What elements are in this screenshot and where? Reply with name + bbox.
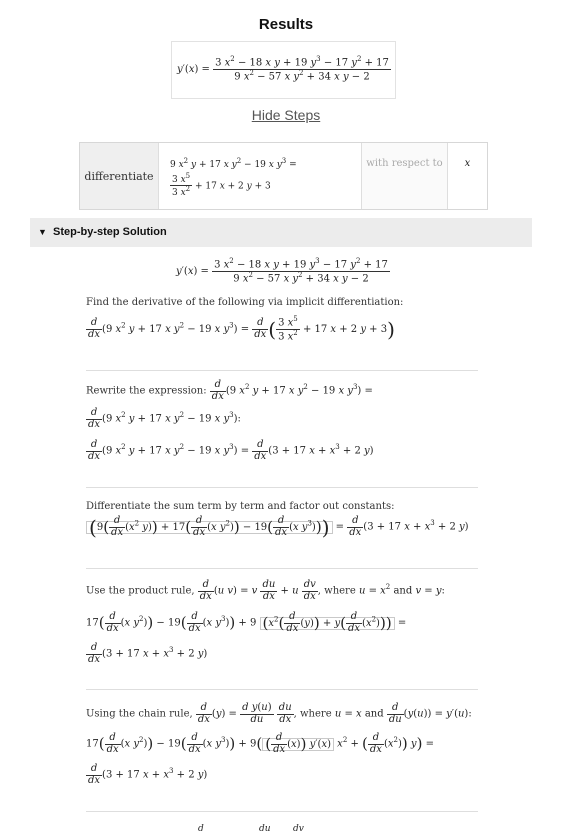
step-sum-text: Differentiate the sum term by term and factor out constants:	[86, 501, 395, 512]
next-step-partial-du: du	[259, 824, 271, 834]
with-respect-to-cell	[362, 143, 448, 209]
with-respect-to-label: with respect to	[366, 158, 443, 169]
step-chain-where: , where	[293, 708, 332, 720]
step-rewrite-line-2: $\frac{d}{dx}$ (9 $x^2$ y + 17 x $y^2 - 19$ x $y^3$):	[88, 407, 241, 430]
step-chain-text: Using the chain rule,	[86, 708, 193, 720]
expression-cell[interactable]	[159, 143, 362, 209]
step-by-step-header[interactable]	[30, 218, 532, 247]
command-cell[interactable]	[80, 143, 159, 209]
step-result-equation: y′(x) = $\frac{3 x^2 - 18 x y + 19 y^3 - 17 y^2 + 17}{9 x^2 - 57 x y^2 + 34 x y - 2}$	[176, 257, 388, 285]
step-product-line-3: $\frac{d}{dx}$ (3 + 17 $x + x^3 + 2$ y)	[88, 642, 208, 665]
step-chain-line-3: $\frac{d}{dx}$ (3 + 17 $x + x^3 + 2$ y)	[88, 763, 208, 786]
step-product-line-1: Use the product rule, $\frac{d}{dx}$ (u v) = v $\frac{du}{dx}$ + u $\frac{dv}{dx}$ , where $u = x^2$ and v = y:	[86, 579, 445, 602]
expression-line-1: 9 $x^2$ y + 17 x $y^2 - 19$ x $y^3$ =	[170, 157, 297, 170]
variable-cell[interactable]	[448, 143, 487, 209]
result-equation: y′(x) = $\frac{3 x^2 - 18 x y + 19 y^3 - 17 y^2 + 17}{9 x^2 - 57 x y^2 + 34 x y - 2}$	[177, 55, 389, 83]
step-rewrite-line-3: $\frac{d}{dx}$ (9 $x^2$ y + 17 x $y^2 - 19$ x $y^3$) = $\frac{d}{dx}$ (3 + 17 $x + x^3 + 2$ y)	[88, 439, 374, 462]
step-rewrite-line-1: Rewrite the expression: $\frac{d}{dx}$ (9 $x^2$ y + 17 x $y^2 - 19$ x $y^3$) =	[86, 379, 373, 402]
step-rewrite-text: Rewrite the expression:	[86, 385, 207, 397]
step-divider	[86, 370, 478, 371]
expression-line-2: $\frac{3 x^5}{3 x^2}$ + 17 x + 2 y + 3	[172, 172, 271, 199]
step-divider	[86, 689, 478, 690]
step-sum-equation: (9( $\frac{d}{dx}$ ($x^2$ y)) + 17( $\frac{d}{dx}$ (x $y^2)) - 19$( $\frac{d}{dx}$ (x $y^3$))) = $\frac{d}{dx}$ (3 + 17 $x + x^3 + 2$ y)	[86, 516, 469, 538]
step-chain-line-2: 17( $\frac{d}{dx}$ (x $y^2)) - 19$( $\frac{d}{dx}$ (x $y^3)) + 9$( ( $\frac{d}{dx}$ (x)) y′(x) $x^2$ + ( $\frac{d}{dx}$ $(x^2)$) y) =	[86, 732, 434, 755]
input-row	[79, 142, 488, 210]
next-step-partial-d: d	[198, 824, 204, 834]
step-implicit-text: Find the derivative of the following via implicit differentiation:	[86, 297, 404, 308]
next-step-partial-dv: dv	[293, 824, 304, 834]
step-implicit-equation: $\frac{d}{dx}$ (9 $x^2$ y + 17 x $y^2 - 19$ x $y^3$) = $\frac{d}{dx}$ ( $\frac{3 x^5}{3 x^2}$ + 17 x + 2 y + 3)	[88, 315, 395, 343]
hide-steps-link[interactable]: Hide Steps	[251, 107, 321, 123]
step-chain-line-1: Using the chain rule, $\frac{d}{dx}$ (y) = $\frac{\text{d y(u)}}{du}$ $\frac{du}{dx}$ , where u = x and $\frac{d}{du}$ (y(u)) = y′(u):	[86, 702, 472, 725]
command-label: differentiate	[84, 169, 154, 183]
step-product-where: , where	[317, 585, 356, 597]
step-divider	[86, 487, 478, 488]
result-box	[171, 41, 396, 99]
step-product-line-2: 17( $\frac{d}{dx}$ (x $y^2)) - 19$( $\frac{d}{dx}$ (x $y^3)) + 9$ ($x^2$( $\frac{d}{dx}$ (y)) + y( $\frac{d}{dx}$ $(x^2)$)) =	[86, 611, 407, 634]
results-title: Results	[258, 16, 314, 33]
step-divider	[86, 568, 478, 569]
step-by-step-title: Step-by-step Solution	[53, 226, 167, 238]
variable-label: x	[464, 158, 471, 169]
step-product-text: Use the product rule,	[86, 585, 195, 597]
collapse-triangle-icon[interactable]: ▼	[38, 227, 47, 237]
step-divider	[86, 811, 478, 812]
